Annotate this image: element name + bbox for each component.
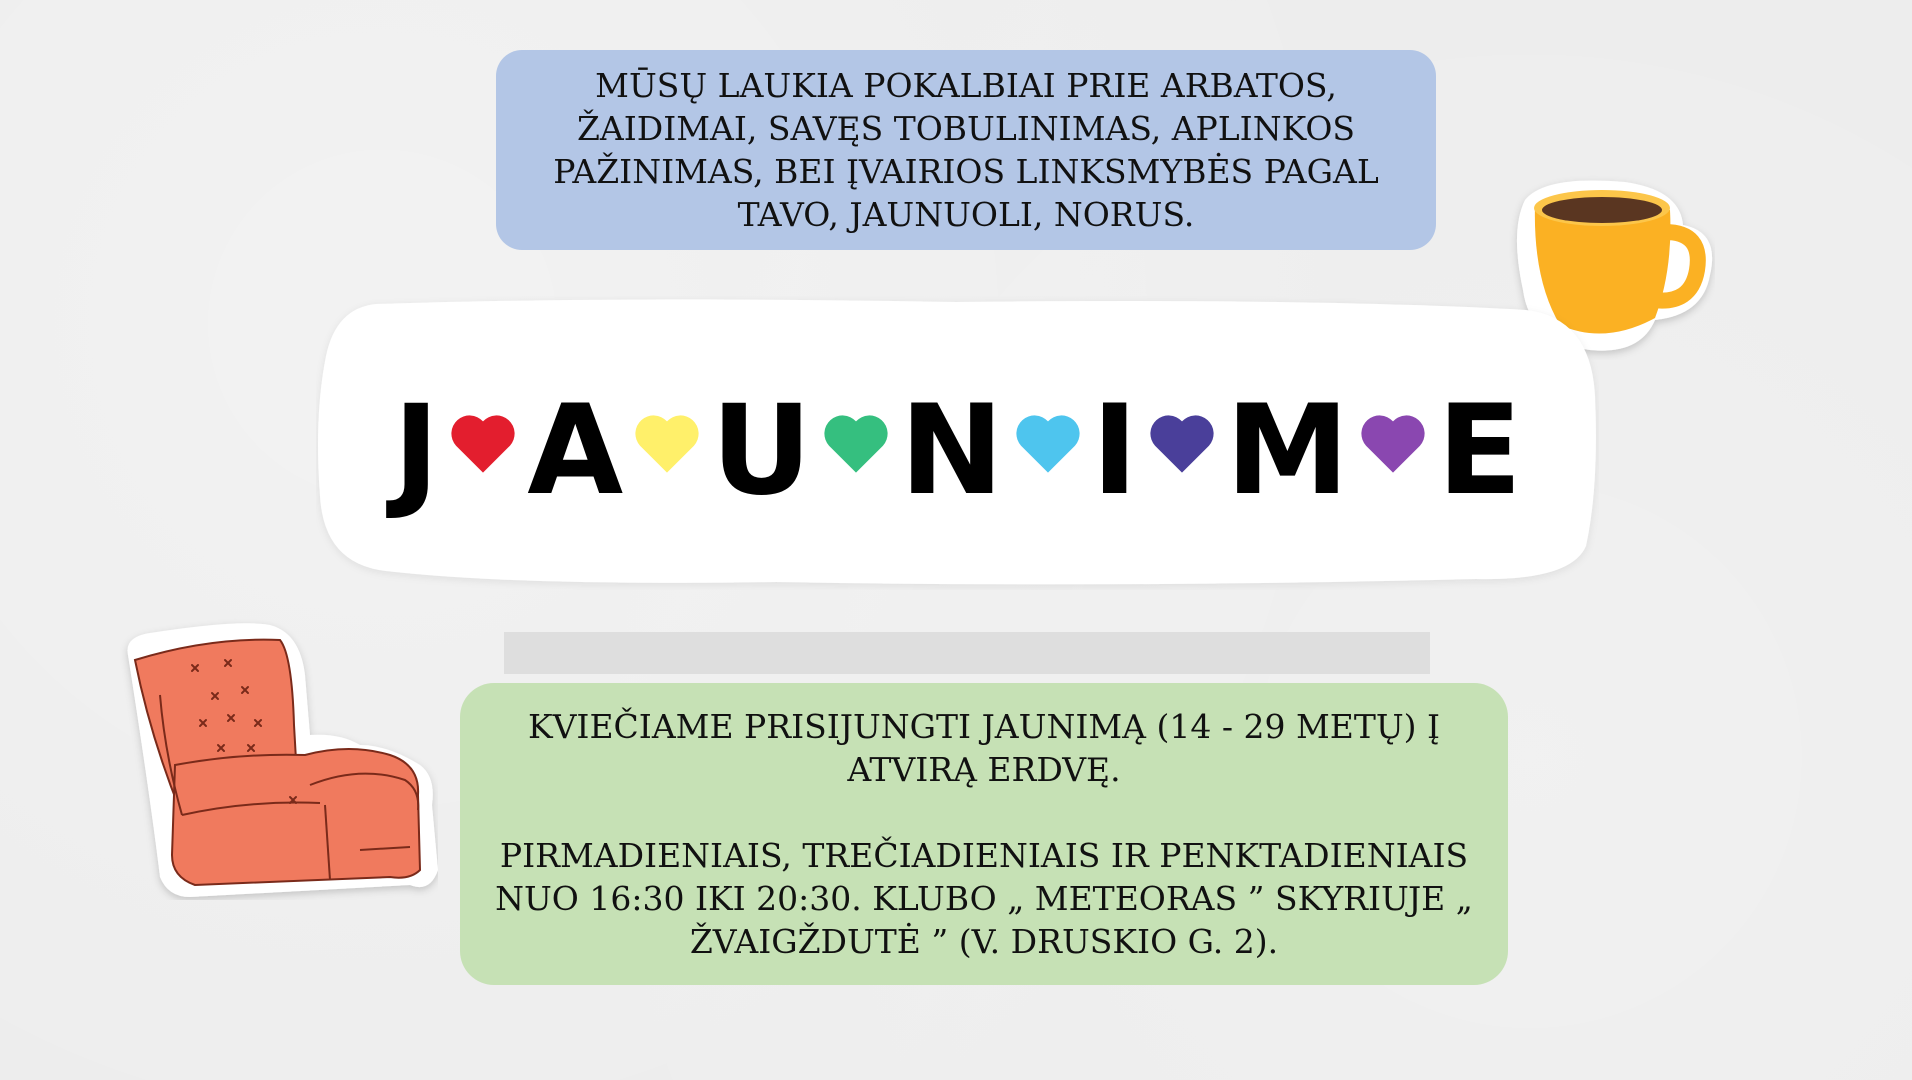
armchair-icon — [120, 615, 438, 900]
info-box-activities — [496, 50, 1436, 250]
heart-icon-indigo — [1148, 412, 1216, 474]
title-letter-n: N — [899, 379, 1004, 523]
title-letter-j: J — [393, 379, 440, 523]
info-box-invitation — [460, 683, 1508, 985]
title-word-jaunime — [316, 296, 1599, 590]
title-card — [316, 296, 1599, 590]
title-letter-a: A — [527, 379, 624, 523]
heart-icon-green — [822, 412, 890, 474]
activities-text: MŪSŲ LAUKIA POKALBIAI PRIE ARBATOS, ŽAIDIMAI, SAVĘS TOBULINIMAS, APLINKOS PAŽINIMAS, BEI ĮVAIRIOS LINKSMYBĖS PAGAL TAVO, JAUNUOLI, NORUS. — [553, 66, 1379, 234]
title-letter-m: M — [1225, 379, 1350, 523]
heart-icon-purple — [1359, 412, 1427, 474]
title-letter-u: U — [711, 379, 812, 523]
divider-bar — [504, 632, 1430, 674]
title-letter-i: I — [1091, 379, 1138, 523]
heart-icon-light-blue — [1014, 412, 1082, 474]
title-letter-e: E — [1437, 379, 1522, 523]
schedule-text: PIRMADIENIAIS, TREČIADIENIAIS IR PENKTADIENIAIS NUO 16:30 IKI 20:30. KLUBO „ METEORAS ” SKYRIUJE „ ŽVAIGŽDUTĖ ” (V. DRUSKIO G. 2). — [495, 836, 1473, 961]
invitation-text: KVIEČIAME PRISIJUNGTI JAUNIMĄ (14 - 29 METŲ) Į ATVIRĄ ERDVĘ. — [527, 707, 1441, 789]
heart-icon-red — [449, 412, 517, 474]
heart-icon-yellow — [633, 412, 701, 474]
